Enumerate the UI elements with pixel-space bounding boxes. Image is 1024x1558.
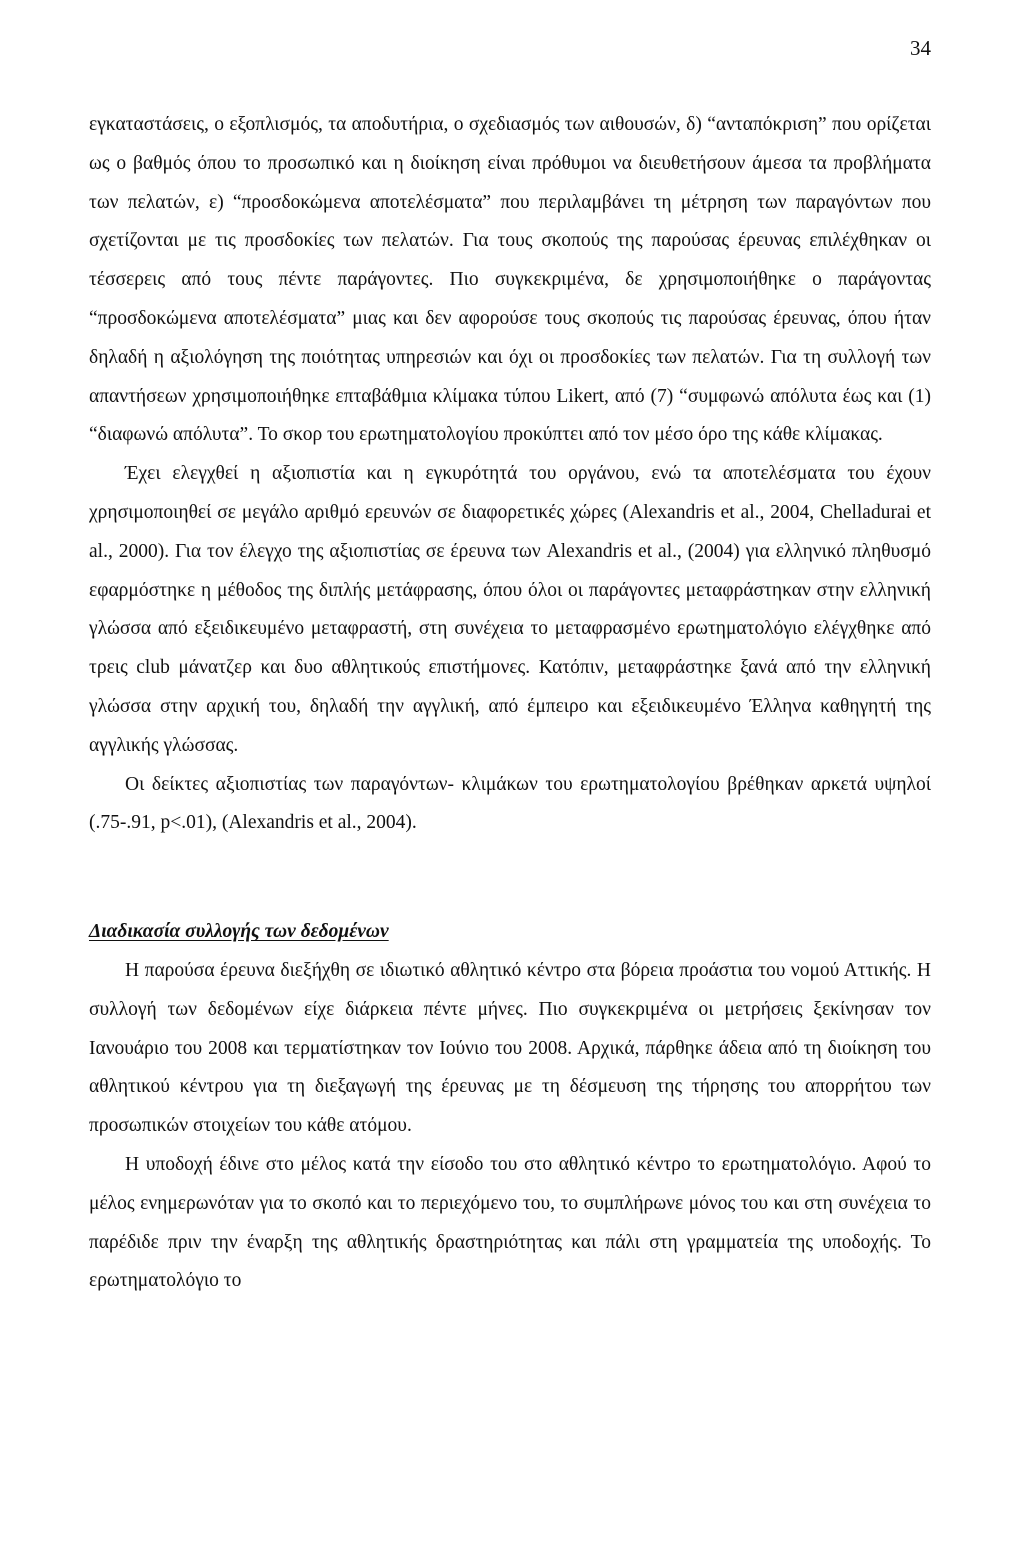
paragraph-questionnaire-delivery: Η υποδοχή έδινε στο μέλος κατά την είσοδο του στο αθλητικό κέντρο το ερωτηματολόγιο. Αφού το μέλος ενημερωνόταν για το σκοπό και το περιεχόμενο του, το συμπλήρωνε μόνος του και στη συνέχεια το παρέδιδε πριν την έναρξη της αθλητικής δραστηριότητας και πάλι στη γραμματεία της υποδοχής. Το ερωτηματολόγιο το — [89, 1153, 931, 1292]
paragraph-reliability-validity: Έχει ελεγχθεί η αξιοπιστία και η εγκυρότητά του οργάνου, ενώ τα αποτελέσματα του έχουν χρησιμοποιηθεί σε μεγάλο αριθμό ερευνών σε διαφορετικές χώρες (Alexandris et al., 2004, Chelladurai et al., 2000). Για τον έλεγχο της αξιοπιστίας σε έρευνα των Alexandris et al., (2004) για ελληνικό πληθυσμό εφαρμόστηκε η μέθοδος της διπλής μετάφρασης, όπου όλοι οι παράγοντες μεταφράστηκαν στην ελληνική γλώσσα από εξειδικευμένο μεταφραστή, στη συνέχεια το μεταφρασμένο ερωτηματολόγιο ελέγχθηκε από τρεις club μάνατζερ και δυο αθλητικούς επιστήμονες. Κατόπιν, μεταφράστηκε ξανά από την ελληνική γλώσσα στην αρχική του, δηλαδή την αγγλική, από έμπειρο και εξειδικευμένο Έλληνα καθηγητή της αγγλικής γλώσσας. — [89, 463, 931, 756]
page-number: 34 — [910, 36, 931, 60]
body-text — [89, 106, 931, 1301]
paragraph-data-collection-site: Η παρούσα έρευνα διεξήχθη σε ιδιωτικό αθλητικό κέντρο στα βόρεια προάστια του νομού Αττικής. Η συλλογή των δεδομένων είχε διάρκεια πέντε μήνες. Πιο συγκεκριμένα οι μετρήσεις ξεκίνησαν τον Ιανουάριο του 2008 και τερματίστηκαν τον Ιούνιο του 2008. Αρχικά, πάρθηκε άδεια από τη διοίκηση του αθλητικού κέντρου για τη διεξαγωγή της έρευνας με τη δέσμευση της τήρησης του απορρήτου των προσωπικών στοιχείων του κάθε ατόμου. — [89, 959, 931, 1137]
paragraph-questionnaire-factors: εγκαταστάσεις, ο εξοπλισμός, τα αποδυτήρια, ο σχεδιασμός των αιθουσών, δ) “ανταπόκριση” που ορίζεται ως ο βαθμός όπου το προσωπικό και η διοίκηση είναι πρόθυμοι να διευθετήσουν άμεσα τα προβλήματα των πελατών, ε) “προσδοκώμενα αποτελέσματα” που περιλαμβάνει τη μέτρηση των παραγόντων που σχετίζονται με τις προσδοκίες των πελατών. Για τους σκοπούς της παρούσας έρευνας επιλέχθηκαν οι τέσσερεις από τους πέντε παράγοντες. Πιο συγκεκριμένα, δε χρησιμοποιήθηκε ο παράγοντας “προσδοκώμενα αποτελέσματα” μιας και δεν αφορούσε τους σκοπούς τις παρούσας έρευνας, όπου ήταν δηλαδή η αξιολόγηση της ποιότητας υπηρεσιών και όχι οι προσδοκίες των πελατών. Για τη συλλογή των απαντήσεων χρησιμοποιήθηκε επταβάθμια κλίμακα τύπου Likert, από (7) “συμφωνώ απόλυτα έως και (1) “διαφωνώ απόλυτα”. Το σκορ του ερωτηματολογίου προκύπτει από τον μέσο όρο της κάθε κλίμακας. — [89, 114, 931, 446]
paragraph-reliability-indices: Οι δείκτες αξιοπιστίας των παραγόντων- κλιμάκων του ερωτηματολογίου βρέθηκαν αρκετά υψηλοί (.75-.91, p<.01), (Alexandris et al., 2004). — [89, 773, 931, 834]
section-heading-data-collection: Διαδικασία συλλογής των δεδομένων — [89, 921, 389, 943]
